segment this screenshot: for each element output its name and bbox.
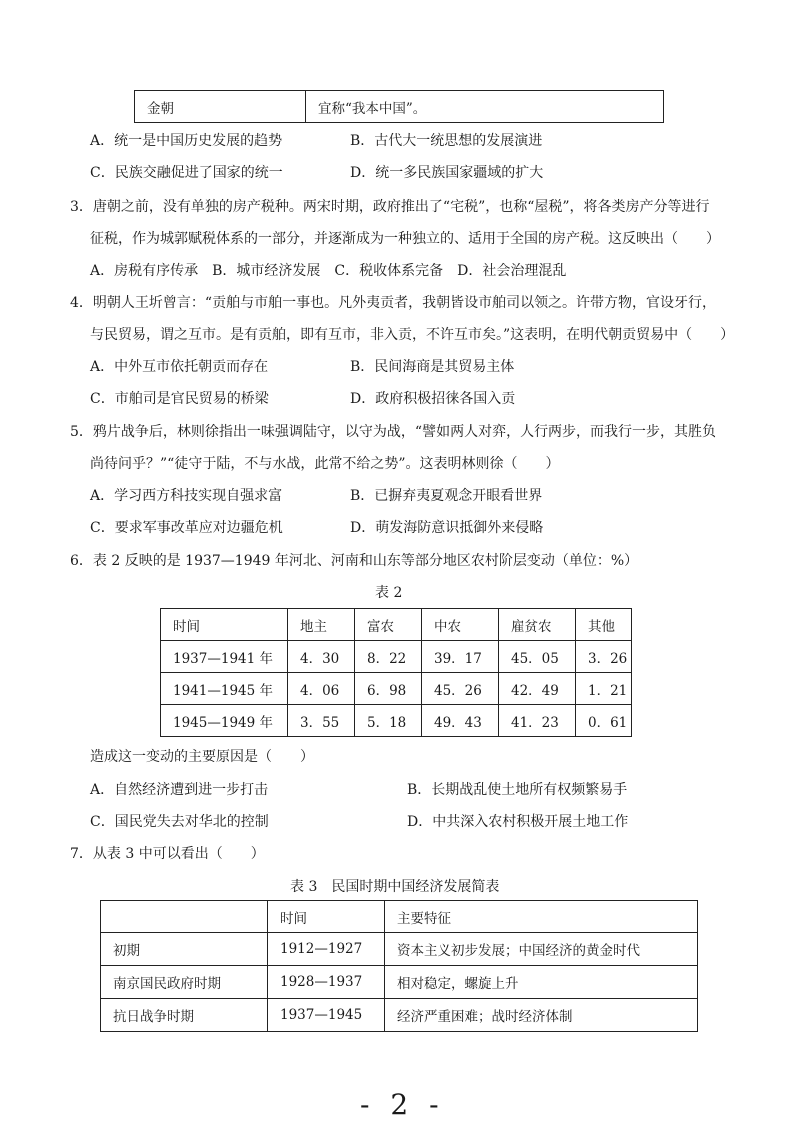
table-cell: 1．21	[576, 673, 632, 705]
q6-option-c[interactable]: C．国民党失去对华北的控制	[90, 814, 269, 830]
q7-header-cell: 主要特征	[385, 901, 698, 933]
q6-table-caption: 表 2	[375, 585, 403, 601]
table-cell: 1928—1937	[268, 966, 385, 999]
table-cell: 1912—1927	[268, 933, 385, 966]
q6-option-b[interactable]: B．长期战乱使土地所有权频繁易手	[407, 782, 628, 798]
q7-table	[100, 900, 698, 1032]
q6-table	[160, 608, 632, 737]
q7-header-cell: 时间	[268, 901, 385, 933]
q2-option-c[interactable]: C．民族交融促进了国家的统一	[90, 165, 283, 181]
table-cell: 资本主义初步发展；中国经济的黄金时代	[385, 933, 698, 966]
table-cell: 南京国民政府时期	[101, 966, 268, 999]
q4-option-b[interactable]: B．民间海商是其贸易主体	[350, 359, 515, 375]
q5-stem-line2: 尚待问乎？”“徒守于陆，不与水战，此常不给之势”。这表明林则徐（ ）	[90, 456, 560, 472]
q4-option-c[interactable]: C．市舶司是官民贸易的桥梁	[90, 391, 269, 407]
q6-header-cell: 其他	[576, 609, 632, 641]
q7-header-cell	[101, 901, 268, 933]
q3-options[interactable]: A．房税有序传承 B．城市经济发展 C．税收体系完备 D．社会治理混乱	[90, 263, 567, 279]
q6-header-cell: 时间	[161, 609, 288, 641]
table-cell: 3．26	[576, 641, 632, 673]
page-number: - 2 -	[360, 1088, 445, 1121]
table-row	[101, 966, 698, 999]
table-row	[161, 673, 632, 705]
table-cell: 相对稳定，螺旋上升	[385, 966, 698, 999]
q6-header-cell: 地主	[288, 609, 355, 641]
q3-stem-line1: 3．唐朝之前，没有单独的房产税种。两宋时期，政府推出了“宅税”，也称“屋税”，将各类房产分等进行	[70, 199, 710, 215]
q4-option-a[interactable]: A．中外互市依托朝贡而存在	[90, 359, 269, 375]
table-cell: 1937—1941 年	[161, 641, 288, 673]
q6-option-a[interactable]: A．自然经济遭到进一步打击	[90, 782, 269, 798]
q6-header-cell: 雇贫农	[499, 609, 576, 641]
table-cell: 4．06	[288, 673, 355, 705]
q6-question: 造成这一变动的主要原因是（ ）	[90, 749, 314, 765]
q4-stem-line1: 4．明朝人王圻曾言：“贡舶与市舶一事也。凡外夷贡者，我朝皆设市舶司以领之。许带方物，官设牙行，	[70, 295, 717, 311]
q5-option-a[interactable]: A．学习西方科技实现自强求富	[90, 488, 283, 504]
q5-option-b[interactable]: B．已摒弃夷夏观念开眼看世界	[350, 488, 543, 504]
q5-stem-line1: 5．鸦片战争后，林则徐指出一味强调陆守，以守为战，“譬如两人对弈，人行两步，而我行一步，其胜负	[70, 424, 717, 440]
table-cell: 0．61	[576, 705, 632, 737]
table-row	[161, 641, 632, 673]
table-cell: 42．49	[499, 673, 576, 705]
table-cell: 初期	[101, 933, 268, 966]
q6-header-cell: 富农	[355, 609, 422, 641]
q2-option-a[interactable]: A．统一是中国历史发展的趋势	[90, 133, 283, 149]
table-row	[161, 705, 632, 737]
q2-option-b[interactable]: B．古代大一统思想的发展演进	[350, 133, 543, 149]
q7-stem: 7．从表 3 中可以看出（ ）	[70, 846, 265, 862]
q6-stem: 6．表 2 反映的是 1937—1949 年河北、河南和山东等部分地区农村阶层变动（单位：%）	[70, 553, 639, 569]
table-cell: 1937—1945	[268, 999, 385, 1032]
table-cell: 45．05	[499, 641, 576, 673]
q4-stem-line2: 与民贸易，谓之互市。是有贡舶，即有互市，非入贡，不许互市矣。”这表明，在明代朝贡贸易中（ ）	[90, 327, 735, 343]
q2-tail-table	[134, 90, 664, 123]
table-row	[101, 999, 698, 1032]
table-cell: 45．26	[422, 673, 499, 705]
table-cell: 1941—1945 年	[161, 673, 288, 705]
table-cell: 49．43	[422, 705, 499, 737]
table-cell: 8．22	[355, 641, 422, 673]
table-cell: 41．23	[499, 705, 576, 737]
q6-option-d[interactable]: D．中共深入农村积极开展土地工作	[407, 814, 629, 830]
q2-text-cell: 宜称“我本中国”。	[306, 91, 664, 123]
table-cell: 经济严重困难；战时经济体制	[385, 999, 698, 1032]
table-cell: 3．55	[288, 705, 355, 737]
q6-header-cell: 中农	[422, 609, 499, 641]
q5-option-c[interactable]: C．要求军事改革应对边疆危机	[90, 520, 283, 536]
q7-table-header	[101, 901, 698, 933]
q2-option-d[interactable]: D．统一多民族国家疆域的扩大	[350, 165, 544, 181]
table-cell: 抗日战争时期	[101, 999, 268, 1032]
table-cell: 5．18	[355, 705, 422, 737]
q4-option-d[interactable]: D．政府积极招徕各国入贡	[350, 391, 516, 407]
table-row	[101, 933, 698, 966]
q6-table-header	[161, 609, 632, 641]
table-cell: 39．17	[422, 641, 499, 673]
q2-era-cell: 金朝	[135, 91, 306, 123]
q5-option-d[interactable]: D．萌发海防意识抵御外来侵略	[350, 520, 544, 536]
table-cell: 4．30	[288, 641, 355, 673]
table-cell: 6．98	[355, 673, 422, 705]
q7-table-caption: 表 3 民国时期中国经济发展简表	[290, 879, 500, 895]
q3-stem-line2: 征税，作为城郭赋税体系的一部分，并逐渐成为一种独立的、适用于全国的房产税。这反映出（ ）	[90, 231, 720, 247]
table-cell: 1945—1949 年	[161, 705, 288, 737]
